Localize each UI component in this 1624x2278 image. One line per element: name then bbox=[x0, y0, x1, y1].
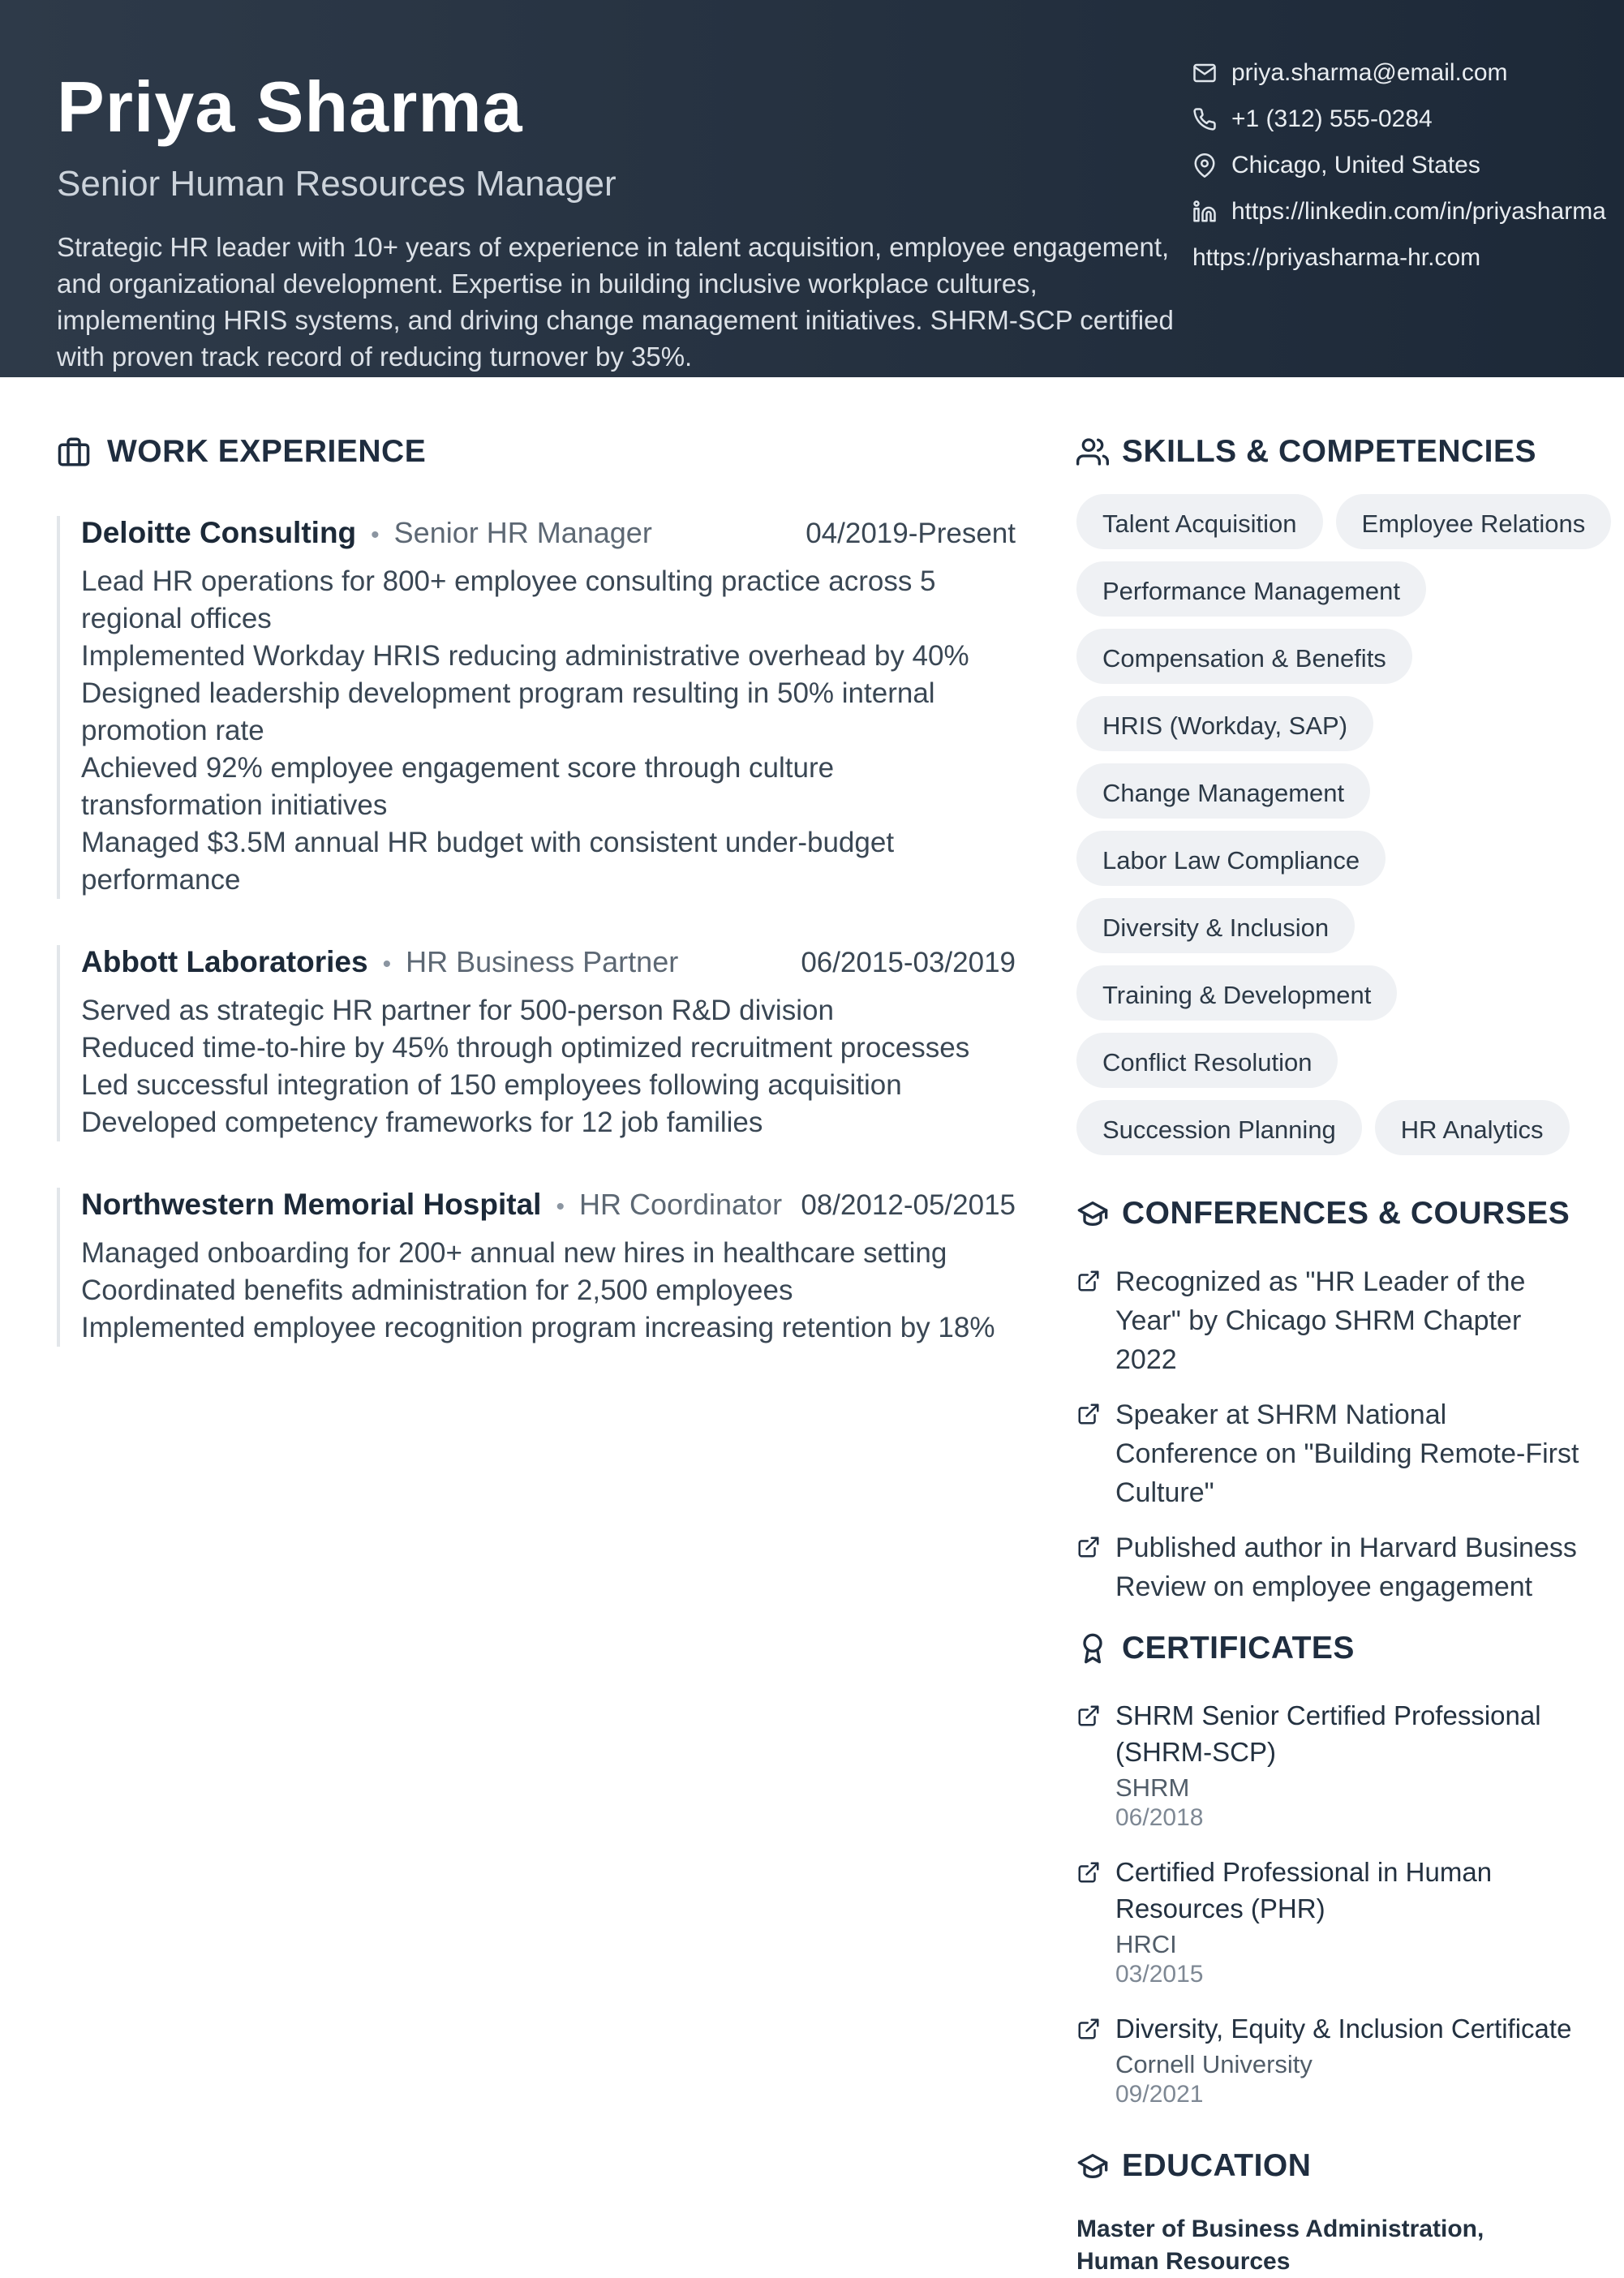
skill-pill: Succession Planning bbox=[1076, 1100, 1362, 1155]
job-bullets bbox=[81, 992, 1016, 1141]
job-bullet: Lead HR operations for 800+ employee consulting practice across 5 regional offices bbox=[81, 565, 936, 634]
conference-item[interactable] bbox=[1076, 1395, 1590, 1512]
certificates-list bbox=[1076, 1697, 1590, 2109]
contact-email-text: priya.sharma@email.com bbox=[1231, 58, 1508, 86]
skill-pill: Conflict Resolution bbox=[1076, 1033, 1338, 1088]
skills-heading bbox=[1076, 434, 1590, 470]
contact-email[interactable] bbox=[1192, 60, 1600, 85]
skill-pill: HRIS (Workday, SAP) bbox=[1076, 696, 1373, 751]
phone-icon bbox=[1192, 107, 1217, 131]
conference-text: Recognized as "HR Leader of the Year" by Chicago SHRM Chapter 2022 bbox=[1115, 1266, 1526, 1375]
skill-pill: HR Analytics bbox=[1375, 1100, 1570, 1155]
candidate-name: Priya Sharma bbox=[57, 67, 523, 147]
education-degree: Master of Business Administration, Human Resources bbox=[1076, 2216, 1484, 2275]
main-column bbox=[57, 377, 1016, 1347]
certificate-title: SHRM Senior Certified Professional (SHRM-SCP) bbox=[1115, 1700, 1541, 1767]
section-title: EDUCATION bbox=[1122, 2148, 1312, 2183]
skill-pill: Change Management bbox=[1076, 763, 1370, 819]
external-link-icon bbox=[1076, 1535, 1101, 1559]
external-link-icon bbox=[1076, 1402, 1101, 1426]
graduation-cap-icon bbox=[1076, 1197, 1109, 1230]
conference-item[interactable] bbox=[1076, 1262, 1590, 1379]
certificate-title: Certified Professional in Human Resources (PHR) bbox=[1115, 1857, 1493, 1923]
job-header bbox=[81, 1188, 1016, 1222]
graduation-cap-icon bbox=[1076, 2150, 1109, 2182]
company-name: Deloitte Consulting bbox=[81, 516, 357, 549]
certificate-date: 03/2015 bbox=[1115, 1961, 1204, 1988]
contact-website-text: https://priyasharma-hr.com bbox=[1192, 243, 1481, 271]
job-dates: 04/2019-Present bbox=[806, 518, 1016, 549]
job-header bbox=[81, 516, 1016, 550]
skill-pill: Compensation & Benefits bbox=[1076, 629, 1412, 684]
skill-pill: Employee Relations bbox=[1336, 494, 1612, 549]
section-title: SKILLS & COMPETENCIES bbox=[1122, 434, 1537, 469]
job-bullet: Designed leadership development program resulting in 50% internal promotion rate bbox=[81, 677, 935, 746]
contact-linkedin-text: https://linkedin.com/in/priyasharma bbox=[1231, 197, 1606, 225]
contact-phone[interactable] bbox=[1192, 106, 1600, 131]
section-title: CONFERENCES & COURSES bbox=[1122, 1196, 1570, 1231]
contact-linkedin[interactable] bbox=[1192, 197, 1606, 225]
conferences-list bbox=[1076, 1262, 1590, 1606]
candidate-summary: Strategic HR leader with 10+ years of experience in talent acquisition, employee engagement, and organizational development. Expertise in building inclusive workplace cultures, implementing HRIS systems, and driving change management initiatives. SHRM-SCP certified with proven track record of reducing turnover by 35%. bbox=[57, 232, 1174, 372]
contact-location-text: Chicago, United States bbox=[1231, 151, 1480, 178]
contact-website[interactable] bbox=[1192, 245, 1600, 270]
job-dates: 08/2012-05/2015 bbox=[801, 1189, 1016, 1221]
resume-body bbox=[0, 377, 1624, 2278]
job-bullet: Managed $3.5M annual HR budget with consistent under-budget performance bbox=[81, 827, 895, 896]
job-bullet: Led successful integration of 150 employees following acquisition bbox=[81, 1069, 902, 1101]
certificate-issuer: Cornell University bbox=[1115, 2050, 1313, 2078]
certificates-heading bbox=[1076, 1631, 1590, 1666]
education-heading bbox=[1076, 2148, 1590, 2184]
side-column bbox=[1076, 377, 1590, 2278]
work-experience-heading bbox=[57, 434, 1016, 470]
external-link-icon bbox=[1076, 1704, 1101, 1728]
contact-block bbox=[1192, 0, 1606, 377]
external-link-icon bbox=[1076, 2017, 1101, 2041]
job-dates: 06/2015-03/2019 bbox=[801, 947, 1016, 978]
skills-list bbox=[1076, 494, 1590, 1155]
job-role: Senior HR Manager bbox=[393, 516, 652, 549]
linkedin-icon bbox=[1192, 200, 1217, 224]
conferences-heading bbox=[1076, 1196, 1590, 1231]
candidate-title: Senior Human Resources Manager bbox=[57, 164, 617, 204]
briefcase-icon bbox=[57, 435, 91, 469]
job-bullet: Managed onboarding for 200+ annual new hires in healthcare setting bbox=[81, 1237, 947, 1269]
award-icon bbox=[1076, 1632, 1109, 1665]
separator-dot: • bbox=[556, 1193, 565, 1220]
contact-phone-text: +1 (312) 555-0284 bbox=[1231, 105, 1433, 132]
mail-icon bbox=[1192, 61, 1217, 85]
resume-header bbox=[0, 0, 1624, 377]
job-entry bbox=[57, 516, 1016, 899]
job-bullet: Achieved 92% employee engagement score through culture transformation initiatives bbox=[81, 752, 835, 821]
skill-pill: Labor Law Compliance bbox=[1076, 831, 1386, 886]
conference-text: Speaker at SHRM National Conference on "Building Remote-First Culture" bbox=[1115, 1399, 1579, 1508]
certificate-item[interactable] bbox=[1076, 1854, 1590, 1989]
section-title: WORK EXPERIENCE bbox=[107, 434, 427, 469]
skill-pill: Talent Acquisition bbox=[1076, 494, 1323, 549]
company-name: Abbott Laboratories bbox=[81, 945, 368, 978]
job-bullet: Developed competency frameworks for 12 job families bbox=[81, 1107, 763, 1138]
job-bullet: Served as strategic HR partner for 500-person R&D division bbox=[81, 995, 834, 1026]
job-entry bbox=[57, 945, 1016, 1141]
job-role: HR Coordinator bbox=[578, 1188, 783, 1221]
external-link-icon bbox=[1076, 1269, 1101, 1293]
job-role: HR Business Partner bbox=[406, 945, 679, 978]
job-bullet: Reduced time-to-hire by 45% through optimized recruitment processes bbox=[81, 1032, 970, 1064]
contact-location bbox=[1192, 153, 1600, 178]
header-identity bbox=[57, 0, 1192, 377]
skill-pill: Performance Management bbox=[1076, 561, 1426, 617]
job-entry bbox=[57, 1188, 1016, 1347]
job-bullets bbox=[81, 1235, 1016, 1347]
company-name: Northwestern Memorial Hospital bbox=[81, 1188, 542, 1221]
separator-dot: • bbox=[382, 951, 392, 978]
section-title: CERTIFICATES bbox=[1122, 1631, 1355, 1666]
certificate-date: 06/2018 bbox=[1115, 1804, 1204, 1831]
map-pin-icon bbox=[1192, 153, 1217, 178]
job-bullet: Implemented Workday HRIS reducing administrative overhead by 40% bbox=[81, 640, 969, 672]
conference-text: Published author in Harvard Business Review on employee engagement bbox=[1115, 1532, 1577, 1602]
certificate-issuer: SHRM bbox=[1115, 1773, 1190, 1802]
job-bullets bbox=[81, 563, 1016, 899]
certificate-date: 09/2021 bbox=[1115, 2081, 1204, 2108]
certificate-item[interactable] bbox=[1076, 1697, 1590, 1833]
job-header bbox=[81, 945, 1016, 979]
external-link-icon bbox=[1076, 1860, 1101, 1885]
job-bullet: Implemented employee recognition program increasing retention by 18% bbox=[81, 1312, 995, 1343]
job-bullet: Coordinated benefits administration for 2,500 employees bbox=[81, 1274, 793, 1306]
certificate-title: Diversity, Equity & Inclusion Certificate bbox=[1115, 2014, 1572, 2044]
certificate-item[interactable] bbox=[1076, 2010, 1590, 2109]
certificate-issuer: HRCI bbox=[1115, 1930, 1177, 1958]
separator-dot: • bbox=[371, 522, 380, 548]
skill-pill: Training & Development bbox=[1076, 965, 1397, 1021]
skill-pill: Diversity & Inclusion bbox=[1076, 898, 1355, 953]
users-icon bbox=[1076, 436, 1109, 468]
conference-item[interactable] bbox=[1076, 1528, 1590, 1606]
